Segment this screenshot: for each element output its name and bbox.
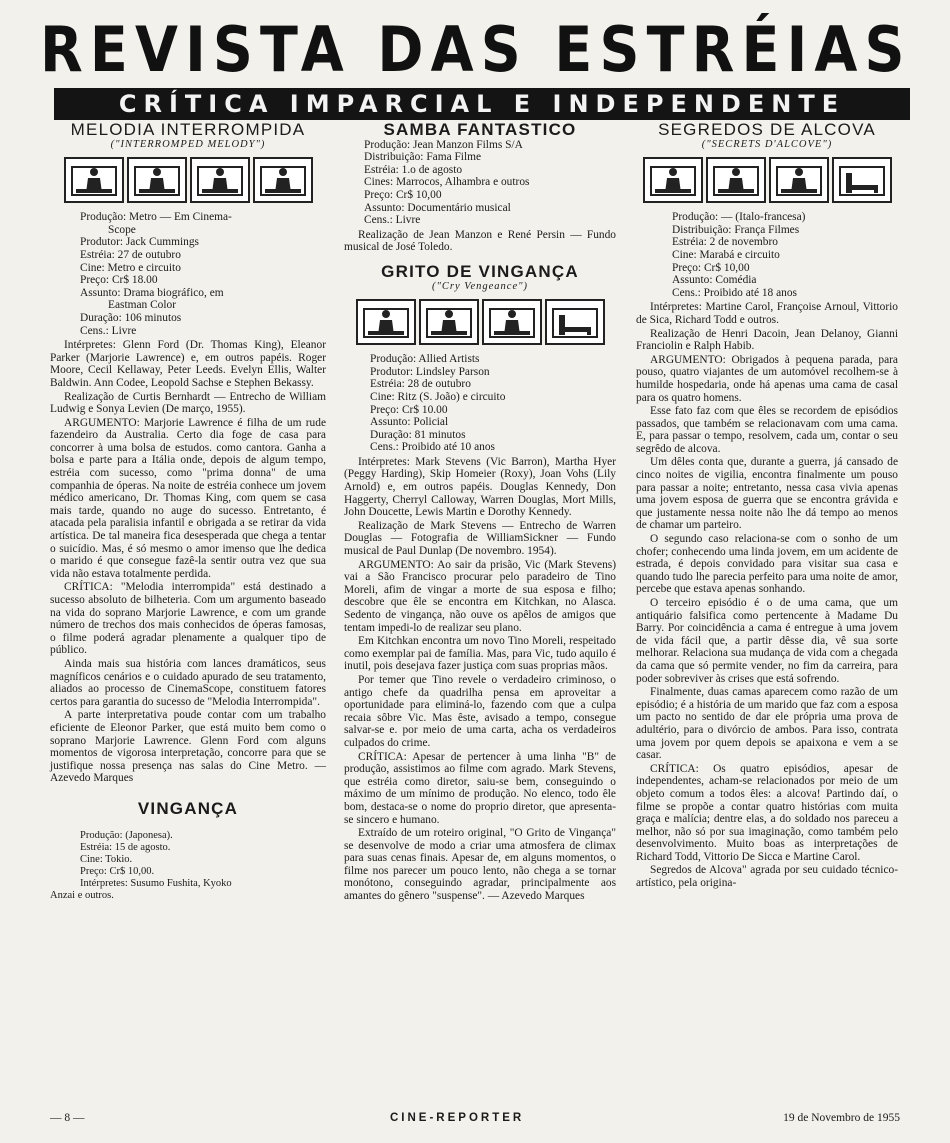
seated-figure-icon [190,157,250,203]
body-paragraph: Segredos de Alcova" agrada por seu cuidado técnico-artístico, pela origina- [636,864,898,890]
fact-line: Eastman Color [108,299,177,312]
fact-line: Assunto: Policial [370,416,449,429]
film-facts [344,139,616,227]
cast-paragraph: Intérpretes: Martine Carol, Françoise Arnoul, Vittorio de Sica, Richard Todd e outros. [636,301,898,326]
fact-line: Cens.: Proibido até 10 anos [370,441,495,454]
fact-line: Cens.: Livre [80,324,137,337]
film-facts [50,211,326,337]
seated-figure-icon [253,157,313,203]
review-title: MELODIA INTERROMPIDA [70,120,306,139]
fact-line: Produção: Metro — Em Cinema- [80,211,232,224]
fact-line: Anzai e outros. [50,889,114,901]
body-paragraph: A parte interpretativa poude contar com um trabalho eficiente de Eleonor Parker, que está muito bem como o soprano Marjorie Lawrence. Glenn Ford com alguns momentos de vigorosa interpretação, concorre para que se justifique nossa presença nas salas do Cine Metro. — Azevedo Marques [50,709,326,785]
fact-line: Estréia: 1.o de agosto [364,163,463,176]
critique-paragraph: CRÍTICA: "Melodia interrompida" está destinado a sucesso absoluto de bilheteria. Com um argumento baseado na vida do soprano Marjorie Lawrence, e com um grande número de trechos dos mais conhecidos de óperas famosas, o filme poderá agradar plenamente a qualquer tipo de público. [50,581,326,657]
original-title: ("SECRETS D'ALCOVE") [701,138,833,150]
critique-paragraph: CRÍTICA: Os quatro episódios, apesar de independentes, acham-se relacionados por meio de um objeto comum a todos êles: a alcova! Partindo daí, o filme se propõe a contar quatro histórias com muita graça e malícia; dentre elas, a do soldado nos pareceu a melhor, não só por sua imaginação, como também pelo desenvolvimento. Muito boas as interpretações de Richard Todd, Vittorio De Sicca e Martine Carol. [636,762,898,863]
fact-line: Produção: (Japonesa). [80,829,173,841]
fact-line: Produção: Jean Manzon Films S/A [364,138,523,151]
body-paragraph: O segundo caso relaciona-se com o sonho de um chofer; conhecendo uma linda jovem, em um acidente de estrada, é depois convidado para visitar sua casa e quando tudo lhe parecia perfeito para uma noite de amor, percebe que estava apenas sonhando. [636,533,898,596]
body-paragraph: Em Kitchkan encontra um novo Tino Moreli, respeitado como exemplar pai de família. Mas, para Vic, tudo aquilo é inutil, pois desejava fazer justiça com suas proprias mãos. [344,635,616,673]
argument-paragraph: ARGUMENTO: Obrigados à pequena parada, para pouso, quatro viajantes de um automóvel recolhem-se à humilde hospedaria, onde há apenas uma cama de casal para os quatro homens. [636,353,898,404]
body-paragraph: O terceiro episódio é o de uma cama, que um antiquário falsifica como pertencente à Madame Du Barry. Por coincidência a cama é entregue à uma jovem de vida fácil que, a partir dêsse dia, vê sua sorte melhorar. Relaciona sua mudança de vida com a chegada da cama que só permite vender, no fim da carreira, para poder sobreviver às crises que está sofrendo. [636,597,898,685]
seated-figure-icon [769,157,829,203]
column-samba-grito [344,122,616,904]
fact-line: Preço: Cr$ 18.00 [80,274,158,287]
fact-line: Assunto: Comédia [672,274,757,287]
fact-line: Estréia: 2 de novembro [672,236,778,249]
page-footer [50,1112,900,1128]
original-title: ("Cry Vengeance") [431,280,529,292]
fact-line: Cine: Ritz (S. João) e circuito [370,390,506,403]
fact-line: Preço: Cr$ 10,00 [364,188,442,201]
seated-figure-icon [127,157,187,203]
rating-icons [636,157,898,203]
fact-line: Produtor: Jack Cummings [80,236,199,249]
fact-line: Estréia: 27 de outubro [80,248,181,261]
masthead [40,13,912,118]
body-paragraph: Um dêles conta que, durante a guerra, já cansado de cinco noites de vigilia, encontra finalmente um pouso para passar a noite; entretanto, nessa casa vivia apenas uma jovem esposa de guerra que se encontra grávida e que justamente nessa noite não lhe dá tempo ao menos de chamar um parteiro. [636,456,898,532]
rating-icons [344,299,616,345]
rating-icons [50,157,326,203]
fact-line: Duração: 81 minutos [370,428,466,441]
issue-date: 19 de Novembro de 1955 [783,1112,900,1124]
credits-paragraph: Realização de Mark Stevens — Entrecho de Warren Douglas — Fotografia de WilliamSickner — Fundo musical de Paul Dunlap (De novembro. 1954). [344,519,616,558]
fact-line: Intérpretes: Susumo Fushita, Kyoko [80,877,232,889]
body-paragraph: Por temer que Tino revele o verdadeiro criminoso, o antigo chefe da quadrilha pensa em aproveitar a oportunidade para eliminá-lo, fazendo com que a culpa recaia sôbre Vic. Mas êste, avisado a tempo, consegue salvar-se e. por meio de uma carta, acha os verdadeiros culpados do crime. [344,673,616,749]
fact-line: Estréia: 15 de agosto. [80,841,171,853]
critique-paragraph: CRÍTICA: Apesar de pertencer à uma linha "B" de produção, assistimos ao filme com agrado. Mark Stevens, que estréia como diretor, saiu-se bem, conseguindo o máximo de um mínimo de produção. No elenco, todo êle bom, destaca-se o nome do proprio diretor, que apresenta-se sincero e humano. [344,750,616,826]
credits-paragraph: Realização de Curtis Bernhardt — Entrecho de William Ludwig e Sonya Levien (De março, 1955). [50,390,326,416]
review-title: SEGREDOS DE ALCOVA [658,120,876,139]
fact-line: Cens.: Proibido até 18 anos [672,286,797,299]
seated-figure-icon [482,299,542,345]
empty-chair-icon [832,157,892,203]
fact-line: Cines: Marrocos, Alhambra e outros [364,176,530,189]
fact-line: Preço: Cr$ 10,00. [80,865,155,877]
fact-line: Cine: Marabá e circuito [672,248,780,261]
credits-paragraph: Realização de Henri Dacoin, Jean Delanoy, Gianni Franciolin e Ralph Habib. [636,327,898,353]
argument-paragraph: ARGUMENTO: Ao sair da prisão, Vic (Mark Stevens) vai a São Francisco procurar pelo paradeiro de Tino Moreli, afim de vingar a morte de sua esposa e filho; descobre que êle se encontra em Kitchkan, no Alasca. Sedento de vingança, não ouve os apêlos de amigos que tentam impedi-lo de realizar seu plano. [344,558,616,634]
film-facts [50,830,326,902]
fact-line: Preço: Cr$ 10,00 [672,261,750,274]
seated-figure-icon [419,299,479,345]
fact-line: Distribuição: Fama Filme [364,151,482,164]
film-facts [636,211,898,299]
masthead-subtitle: CRÍTICA IMPARCIAL E INDEPENDENTE [54,88,910,120]
fact-line: Cens.: Livre [364,214,421,227]
original-title: ("INTERROMPED MELODY") [110,138,266,150]
fact-line: Distribuição: França Filmes [672,223,800,236]
fact-line: Produção: Allied Artists [370,353,480,366]
page-number: — 8 — [50,1112,85,1124]
body-paragraph: Ainda mais sua história com lances dramáticos, seus magníficos cenários e o cuidado apurado de seu tratamento, aliados ao processo de CinemaScope, constituem fatores certos para garantia do sucesso de "Melodia Interrompida". [50,657,326,708]
empty-chair-icon [545,299,605,345]
seated-figure-icon [643,157,703,203]
fact-line: Estréia: 28 de outubro [370,378,471,391]
masthead-title: REVISTA DAS ESTRÉIAS [40,13,912,86]
fact-line: Scope [108,223,136,236]
seated-figure-icon [706,157,766,203]
fact-line: Cine: Metro e circuito [80,261,181,274]
cast-paragraph: Intérpretes: Glenn Ford (Dr. Thomas King), Eleanor Parker (Marjorie Lawrence) e, em outros papéis. Roger Moore, Cecil Kellaway, Peter Leeds. Evelyn Ellis, Walter Baldwin. Ann Codee, Leopold Sachse e Stephen Bekassy. [50,339,326,389]
film-facts [344,353,616,454]
publication-name: CINE-REPORTER [390,1112,525,1124]
seated-figure-icon [356,299,416,345]
fact-line: Assunto: Drama biográfico, em [80,286,224,299]
fact-line: Cine: Tokio. [80,853,133,865]
cast-paragraph: Intérpretes: Mark Stevens (Vic Barron), Martha Hyer (Peggy Harding), Skip Homeier (Roxy), Joan Vohs (Lily Arnold) e, em outros papéis. Douglas Kennedy, Don Haggerty, Cherryl Calloway, Warren Douglas, Mort Mills, John Doucette, Lewis Martin e Dorothy Kennedy. [344,455,616,519]
review-title: SAMBA FANTASTICO [383,120,577,139]
review-title: GRITO DE VINGANÇA [381,261,579,281]
fact-line: Produtor: Lindsley Parson [370,365,490,378]
body-paragraph: Extraído de um roteiro original, "O Grito de Vingança" se desenvolve de modo a criar uma atmosfera de climax para suas cenas finais. Apesar de, em alguns momentos, o filme nos parecer um pouco lento, não chega a se tornar monótono, conseguindo agradar, principalmente aos amantes do gênero "suspense". — Azevedo Marques [344,827,616,903]
body-paragraph: Esse fato faz com que êles se recordem de episódios passados, que também se relacionavam com uma cama. E, para passar o tempo, resolvem, cada um, contar o seu segrêdo de alcova. [636,405,898,455]
fact-line: Produção: — (Italo-francesa) [672,211,806,224]
column-segredos [636,122,898,891]
column-melodia [50,122,326,904]
fact-line: Duração: 106 minutos [80,311,182,324]
seated-figure-icon [64,157,124,203]
argument-paragraph: ARGUMENTO: Marjorie Lawrence é filha de um rude fazendeiro da Australia. Certo dia foge de casa para concorrer à uma bolsa de estudos. como cantora. Ganha a bolsa e parte para a Itália onde, depois de algum tempo, estréia com sucesso, como "prima donna" de uma companhia de óperas. Na noite de estréia conhece um jovem médico americano, Dr. Thomas King, com quem se casa mais tarde, quando no auge do sucesso. Entretanto, é atacada pela paralisia infantil e obrigada a se retirar da vida artística. De tal maneira fica desesperada que chega a tentar o suicídio. Mas, é só mesmo o amor imenso que lhe dedica o marido é que consegue fazê-la sentir outra vez que sua vida não estava totalmente perdida. [50,416,326,580]
credits-paragraph: Realização de Jean Manzon e René Persin — Fundo musical de José Toledo. [344,228,616,254]
fact-line: Assunto: Documentário musical [364,201,511,214]
body-paragraph: Finalmente, duas camas aparecem como razão de um episódio; é a história de um marido que faz com a esposa um pacto no sentido de dar ele própria uma prova de adultério, para o divórcio de ambos. Para isso, contrata uma jovem por quem depois se apaixona e vem a se casar. [636,686,898,762]
review-title: VINGANÇA [137,798,239,818]
fact-line: Preço: Cr$ 10.00 [370,403,448,416]
